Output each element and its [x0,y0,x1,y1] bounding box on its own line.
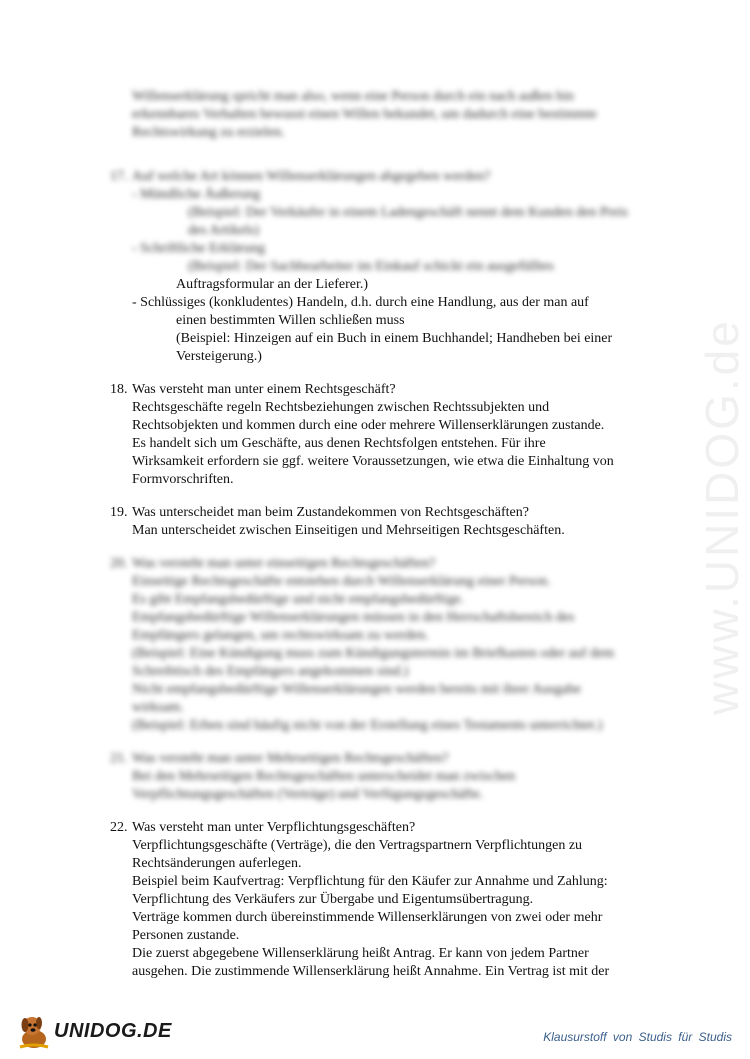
answer-line: Einseitige Rechtsgeschäfte entstehen durch Willenserklärung einer Person. [132,574,551,589]
question-number: 17. [110,169,128,184]
answer-line: Empfängers gelangen, um rechtswirksam zu werden. [132,628,429,643]
text-line: - Mündliche Äußerung [132,187,261,202]
answer-line: Nicht empfangsbedürftige Willenserklärungen werden bereits mit ihrer Ausgabe [132,682,581,697]
text-line: Auftragsformular an der Lieferer.) [176,277,369,292]
document-body [110,88,670,996]
question-text: Was versteht man unter Verpflichtungsgeschäften? [132,820,416,835]
text-line: Rechtswirkung zu erzielen. [132,125,285,140]
answer-line: Die zuerst abgegebene Willenserklärung heißt Antrag. Er kann von jedem Partner [132,946,589,961]
answer-line: Empfangsbedürftige Willenserklärungen müssen in den Herrschaftsbereich des [132,610,575,625]
text-line: (Beispiel: Hinzeigen auf ein Buch in einem Buchhandel; Handheben bei einer [176,331,613,346]
text-line: (Beispiel: Der Verkäufer in einem Ladengeschäft nennt dem Kunden den Preis [188,205,628,220]
answer-line: Rechtsobjekten und kommen durch eine oder mehrere Willenserklärungen zustande. [132,418,605,433]
text-line: - Schlüssiges (konkludentes) Handeln, d.h. durch eine Handlung, aus der man auf [132,295,589,310]
footer-tagline: Klausurstoff von Studis für Studis [543,1030,732,1044]
answer-line: Personen zustande. [132,928,240,943]
question-text: Auf welche Art können Willenserklärungen abgegeben werden? [132,169,491,184]
answer-line: wirksam. [132,700,184,715]
answer-line: (Beispiel: Erben sind häufig nicht von der Erstellung eines Testaments unterrichtet.) [132,718,603,733]
answer-line: Verpflichtungsgeschäften (Verträge) und Verfügungsgeschäfte. [132,787,484,802]
answer-line: Formvorschriften. [132,472,234,487]
answer-line: Verpflichtungsgeschäfte (Verträge), die den Vertragspartnern Verpflichtungen zu [132,838,583,853]
question-number: 21. [110,751,128,766]
answer-line: Verpflichtung des Verkäufers zur Übergabe und Eigentumsübertragung. [132,892,534,907]
question-number: 20. [110,556,128,571]
answer-line: Schreibtisch des Empfängers angekommen sind.) [132,664,409,679]
answer-line: Es gibt Empfangsbedürftige und nicht empfangsbedürftige. [132,592,465,607]
dog-mascot-icon [14,1011,54,1051]
answer-line: (Beispiel: Eine Kündigung muss zum Kündigungstermin im Briefkasten oder auf dem [132,646,615,661]
question-17 [110,168,670,366]
question-number: 19. [110,505,128,520]
text-line: einen bestimmten Willen schließen muss [176,313,405,328]
text-line: (Beispiel: Der Sachbearbeiter im Einkauf schickt ein ausgefülltes [188,259,554,274]
question-20 [110,555,670,735]
answer-line: Verträge kommen durch übereinstimmende Willenserklärungen von zwei oder mehr [132,910,603,925]
answer-line: Beispiel beim Kaufvertrag: Verpflichtung für den Käufer zur Annahme und Zahlung: [132,874,608,889]
question-text: Was versteht man unter einseitigen Rechtsgeschäften? [132,556,436,571]
question-18 [110,381,670,489]
logo-text: UNIDOG.DE [54,1019,172,1042]
question-19 [110,504,670,540]
answer-line: Rechtsgeschäfte regeln Rechtsbeziehungen zwischen Rechtssubjekten und [132,400,550,415]
watermark: www.UNIDOG.de [696,318,748,715]
question-22 [110,819,670,981]
answer-line: ausgehen. Die zustimmende Willenserklärung heißt Annahme. Ein Vertrag ist mit der [132,964,610,979]
text-line: Willenserklärung spricht man also, wenn eine Person durch ein nach außen hin [132,89,574,104]
question-21 [110,750,670,804]
question-text: Was versteht man unter einem Rechtsgeschäft? [132,382,396,397]
question-number: 18. [110,382,128,397]
question-number: 22. [110,820,128,835]
text-line: - Schriftliche Erklärung [132,241,265,256]
answer-line: Rechtsänderungen auferlegen. [132,856,302,871]
question-text: Was unterscheidet man beim Zustandekommen von Rechtsgeschäften? [132,505,529,520]
text-line: erkennbares Verhalten bewusst einen Willen bekundet, um dadurch eine bestimmte [132,107,597,122]
text-line: Versteigerung.) [176,349,262,364]
text-line: des Artikels) [188,223,260,238]
answer-line: Wirksamkeit erfordern sie ggf. weitere Voraussetzungen, wie etwa die Einhaltung von [132,454,614,469]
answer-line: Es handelt sich um Geschäfte, aus denen Rechtsfolgen entstehen. Für ihre [132,436,546,451]
answer-line: Man unterscheidet zwischen Einseitigen und Mehrseitigen Rechtsgeschäften. [132,523,565,538]
unidog-logo [14,1011,172,1051]
answer-line: Bei den Mehrseitigen Rechtsgeschäften unterscheidet man zwischen [132,769,516,784]
intro-paragraph [110,88,670,142]
question-text: Was versteht man unter Mehrseitigen Rechtsgeschäften? [132,751,449,766]
